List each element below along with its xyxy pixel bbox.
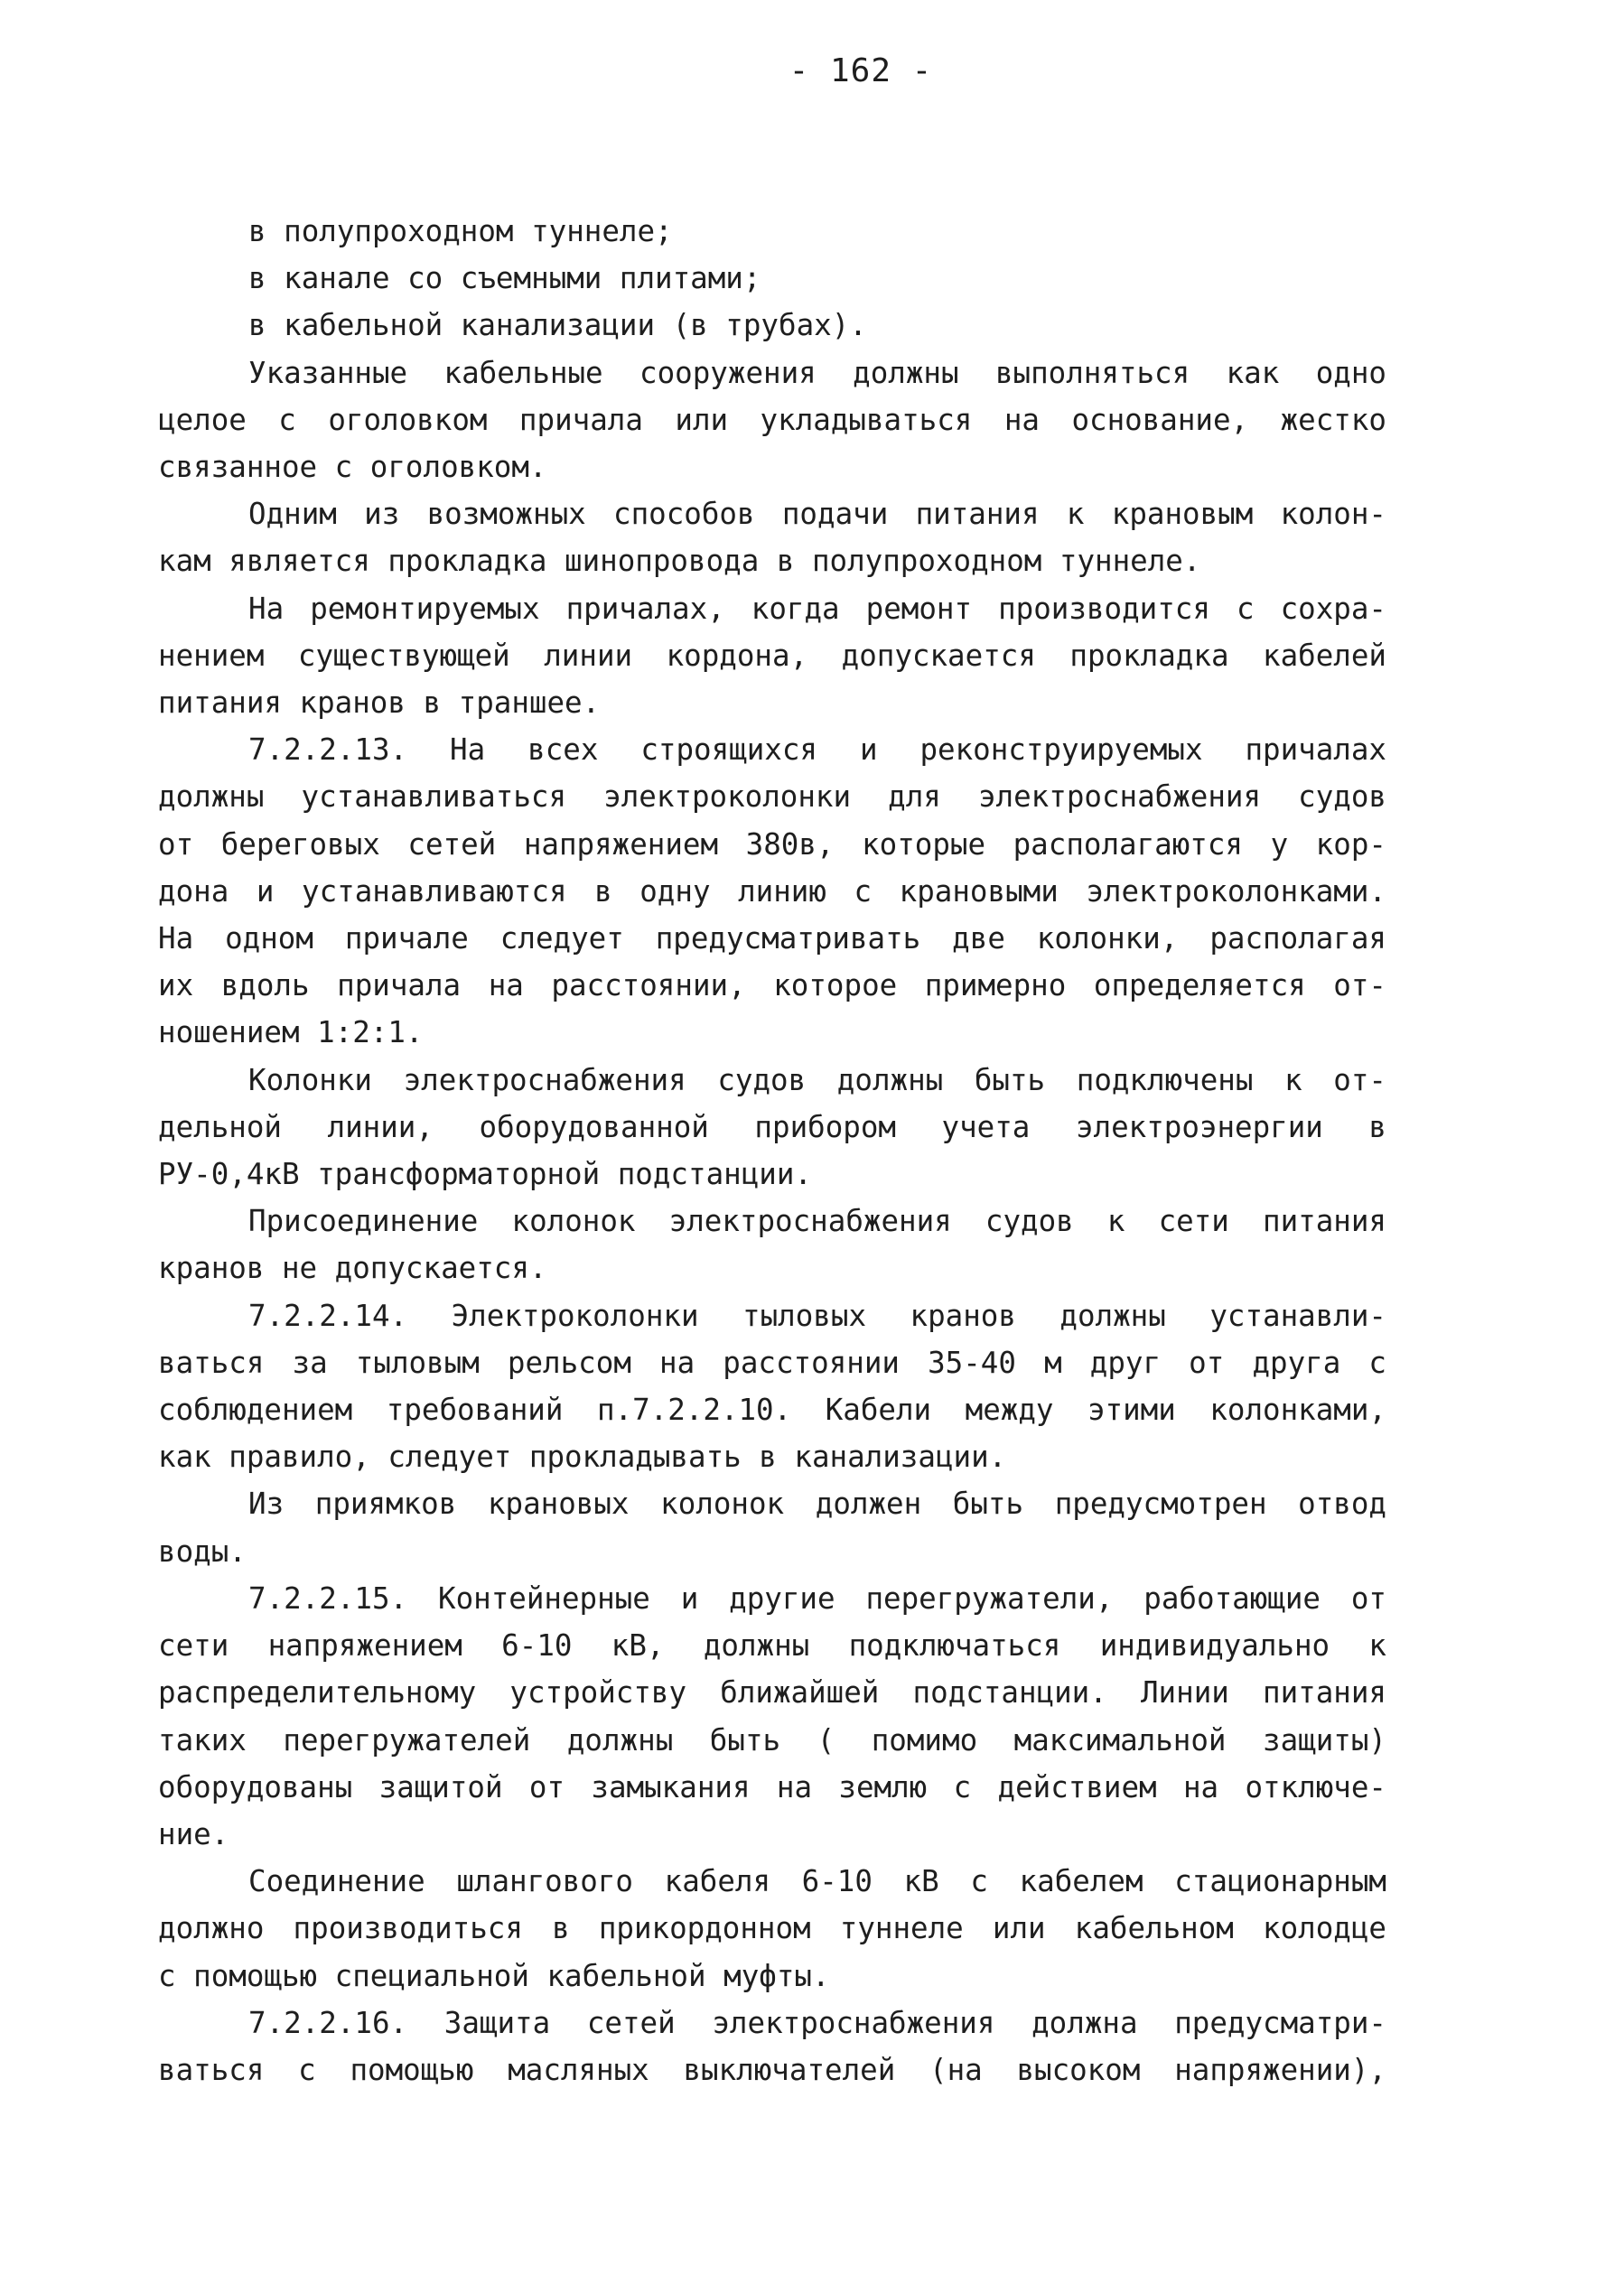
text-line: воды. <box>158 1534 247 1569</box>
text-line: 7.2.2.14. Электроколонки тыловых кранов должны устанавли- <box>248 1298 1386 1333</box>
text-line: соблюдением требований п.7.2.2.10. Кабели между этими колонками, <box>158 1393 1386 1428</box>
text-line: с помощью специальной кабельной муфты. <box>158 1958 830 1993</box>
text-line: Колонки электроснабжения судов должны быть подключены к от- <box>248 1062 1386 1097</box>
text-line: 7.2.2.16. Защита сетей электроснабжения должна предусматри- <box>248 2005 1386 2040</box>
text-line: должны устанавливаться электроколонки для электроснабжения судов <box>158 779 1386 815</box>
text-line: Соединение шлангового кабеля 6-10 кВ с кабелем стационарным <box>248 1864 1386 1899</box>
text-line: в кабельной канализации (в трубах). <box>248 308 867 343</box>
text-line: нением существующей линии кордона, допускается прокладка кабелей <box>158 638 1386 673</box>
text-line: Указанные кабельные сооружения должны выполняться как одно <box>248 355 1386 390</box>
document-body <box>158 208 1386 2093</box>
text-line: кам является прокладка шинопровода в полупроходном туннеле. <box>158 544 1201 579</box>
text-line: дельной линии, оборудованной прибором учета электроэнергии в <box>158 1109 1386 1144</box>
text-line: ваться с помощью масляных выключателей (на высоком напряжении), <box>158 2052 1386 2087</box>
text-line: Присоединение колонок электроснабжения судов к сети питания <box>248 1204 1386 1239</box>
text-line: На ремонтируемых причалах, когда ремонт производится с сохра- <box>248 591 1386 626</box>
text-line: РУ-0,4кВ трансформаторной подстанции. <box>158 1157 812 1192</box>
text-line: целое с оголовком причала или укладываться на основание, жестко <box>158 402 1386 437</box>
text-line: таких перегружателей должны быть ( помимо максимальной защиты) <box>158 1722 1386 1758</box>
text-line: Одним из возможных способов подачи питания к крановым колон- <box>248 497 1386 532</box>
text-line: сети напряжением 6-10 кВ, должны подключаться индивидуально к <box>158 1628 1386 1664</box>
text-line: ваться за тыловым рельсом на расстоянии 35-40 м друг от друга с <box>158 1345 1386 1380</box>
text-line: Из приямков крановых колонок должен быть предусмотрен отвод <box>248 1487 1386 1522</box>
text-line: должно производиться в прикордонном туннеле или кабельном колодце <box>158 1911 1386 1946</box>
text-line: в канале со съемными плитами; <box>248 261 761 296</box>
text-line: 7.2.2.13. На всех строящихся и реконструируемых причалах <box>248 732 1386 768</box>
text-line: как правило, следует прокладывать в канализации. <box>158 1440 1007 1475</box>
text-line: в полупроходном туннеле; <box>248 214 673 248</box>
text-line: связанное с оголовком. <box>158 450 547 485</box>
text-line: от береговых сетей напряжением 380в, которые располагаются у кор- <box>158 826 1386 862</box>
text-line: их вдоль причала на расстоянии, которое примерно определяется от- <box>158 968 1386 1003</box>
text-line: 7.2.2.15. Контейнерные и другие перегружатели, работающие от <box>248 1580 1386 1616</box>
text-line: ние. <box>158 1816 229 1851</box>
text-line: оборудованы защитой от замыкания на землю с действием на отключе- <box>158 1769 1386 1804</box>
text-line: дона и устанавливаются в одну линию с крановыми электроколонками. <box>158 873 1386 909</box>
text-line: ношением 1:2:1. <box>158 1015 424 1050</box>
text-line: распределительному устройству ближайшей подстанции. Линии питания <box>158 1675 1386 1711</box>
text-line: На одном причале следует предусматривать две колонки, располагая <box>158 921 1386 956</box>
page-number: - 162 - <box>789 52 933 89</box>
text-line: питания кранов в траншее. <box>158 685 601 721</box>
text-line: кранов не допускается. <box>158 1251 547 1286</box>
